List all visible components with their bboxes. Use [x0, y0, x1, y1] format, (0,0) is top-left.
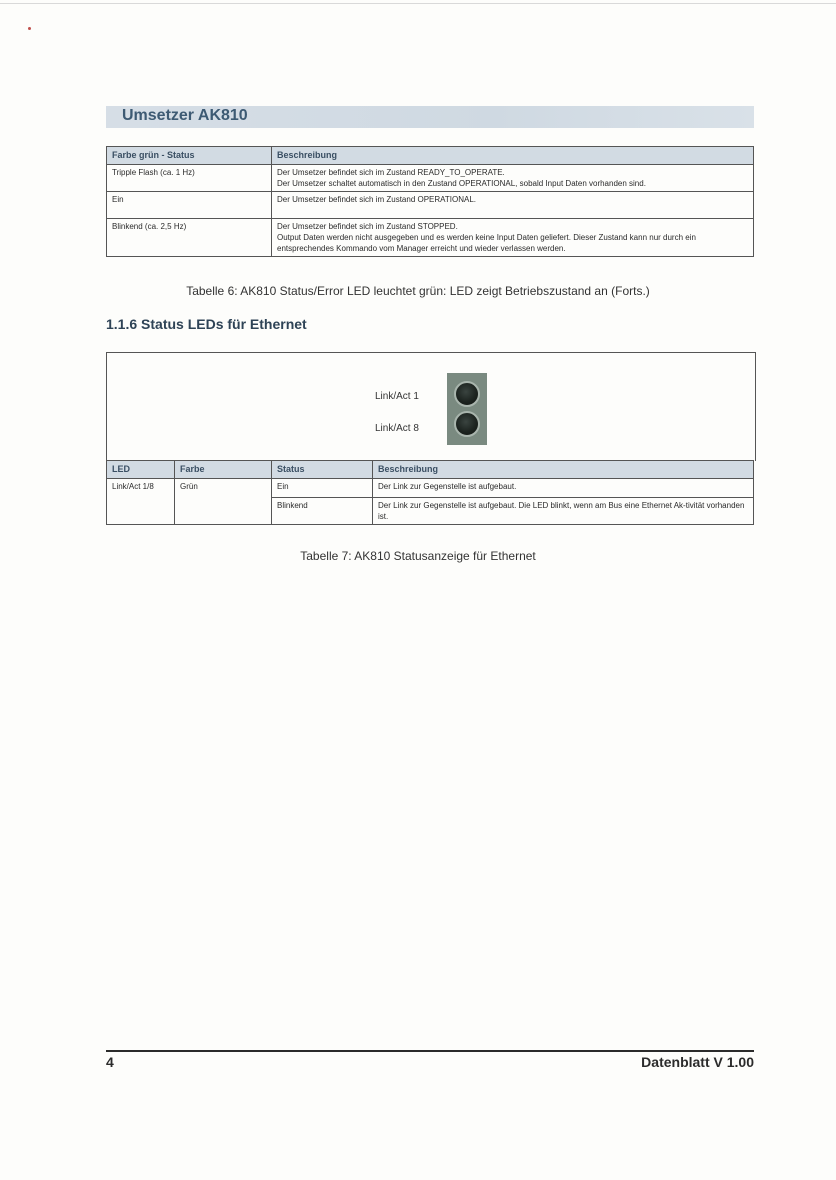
section-heading: 1.1.6 Status LEDs für Ethernet [106, 316, 307, 332]
section-bar [106, 106, 754, 128]
row-status: Ein [107, 192, 272, 219]
status-table [106, 146, 754, 257]
desc-line: Der Umsetzer schaltet automatisch in den Zustand OPERATIONAL, sobald Input Daten vorhanden sind. [277, 179, 646, 188]
header-led: LED [107, 461, 175, 479]
row-status: Blinkend (ca. 2,5 Hz) [107, 219, 272, 257]
table-row [107, 192, 754, 219]
table-row [107, 479, 754, 498]
led-housing [447, 373, 487, 445]
header-farbe: Farbe [175, 461, 272, 479]
row-status: Tripple Flash (ca. 1 Hz) [107, 165, 272, 192]
table-row [107, 165, 754, 192]
header-beschreibung: Beschreibung [373, 461, 754, 479]
table-header-row [107, 461, 754, 479]
desc-line: Der Umsetzer befindet sich im Zustand READY_TO_OPERATE. [277, 168, 505, 177]
row-description: Der Link zur Gegenstelle ist aufgebaut. [373, 479, 754, 498]
row-description [272, 165, 754, 192]
led-figure [106, 352, 756, 461]
table-row [107, 219, 754, 257]
led-1-icon [454, 381, 480, 407]
table-header-row [107, 147, 754, 165]
header-status: Status [272, 461, 373, 479]
table-caption: Tabelle 7: AK810 Statusanzeige für Ethernet [300, 549, 536, 563]
row-status: Blinkend [272, 498, 373, 525]
led-name: Link/Act 1/8 [107, 479, 175, 525]
row-description: Der Link zur Gegenstelle ist aufgebaut. Die LED blinkt, wenn am Bus eine Ethernet Ak-tivität vorhanden ist. [373, 498, 754, 525]
table-caption: Tabelle 6: AK810 Status/Error LED leuchtet grün: LED zeigt Betriebszustand an (Forts.) [186, 284, 650, 298]
led-color: Grün [175, 479, 272, 525]
led-label-8: Link/Act 8 [375, 423, 419, 434]
section-title: Umsetzer AK810 [122, 107, 248, 124]
row-description [272, 192, 754, 219]
row-description [272, 219, 754, 257]
desc-line: Der Umsetzer befindet sich im Zustand STOPPED. [277, 222, 458, 231]
desc-line: Der Umsetzer befindet sich im Zustand OPERATIONAL. [277, 195, 477, 204]
ethernet-led-table [106, 460, 754, 525]
page-top-border [0, 3, 836, 4]
page-number: 4 [106, 1054, 114, 1070]
header-beschreibung: Beschreibung [272, 147, 754, 165]
led-label-1: Link/Act 1 [375, 391, 419, 402]
header-farbe-status: Farbe grün - Status [107, 147, 272, 165]
footer-rule [106, 1050, 754, 1052]
speck [28, 27, 31, 30]
led-8-icon [454, 411, 480, 437]
desc-line: Output Daten werden nicht ausgegeben und es werden keine Input Daten geliefert. Dieser Zustand kann nur durch ein entsprechendes Kommando vom Manager erreicht und wieder verlassen werden. [277, 233, 696, 253]
document-title: Datenblatt V 1.00 [641, 1054, 754, 1070]
row-status: Ein [272, 479, 373, 498]
